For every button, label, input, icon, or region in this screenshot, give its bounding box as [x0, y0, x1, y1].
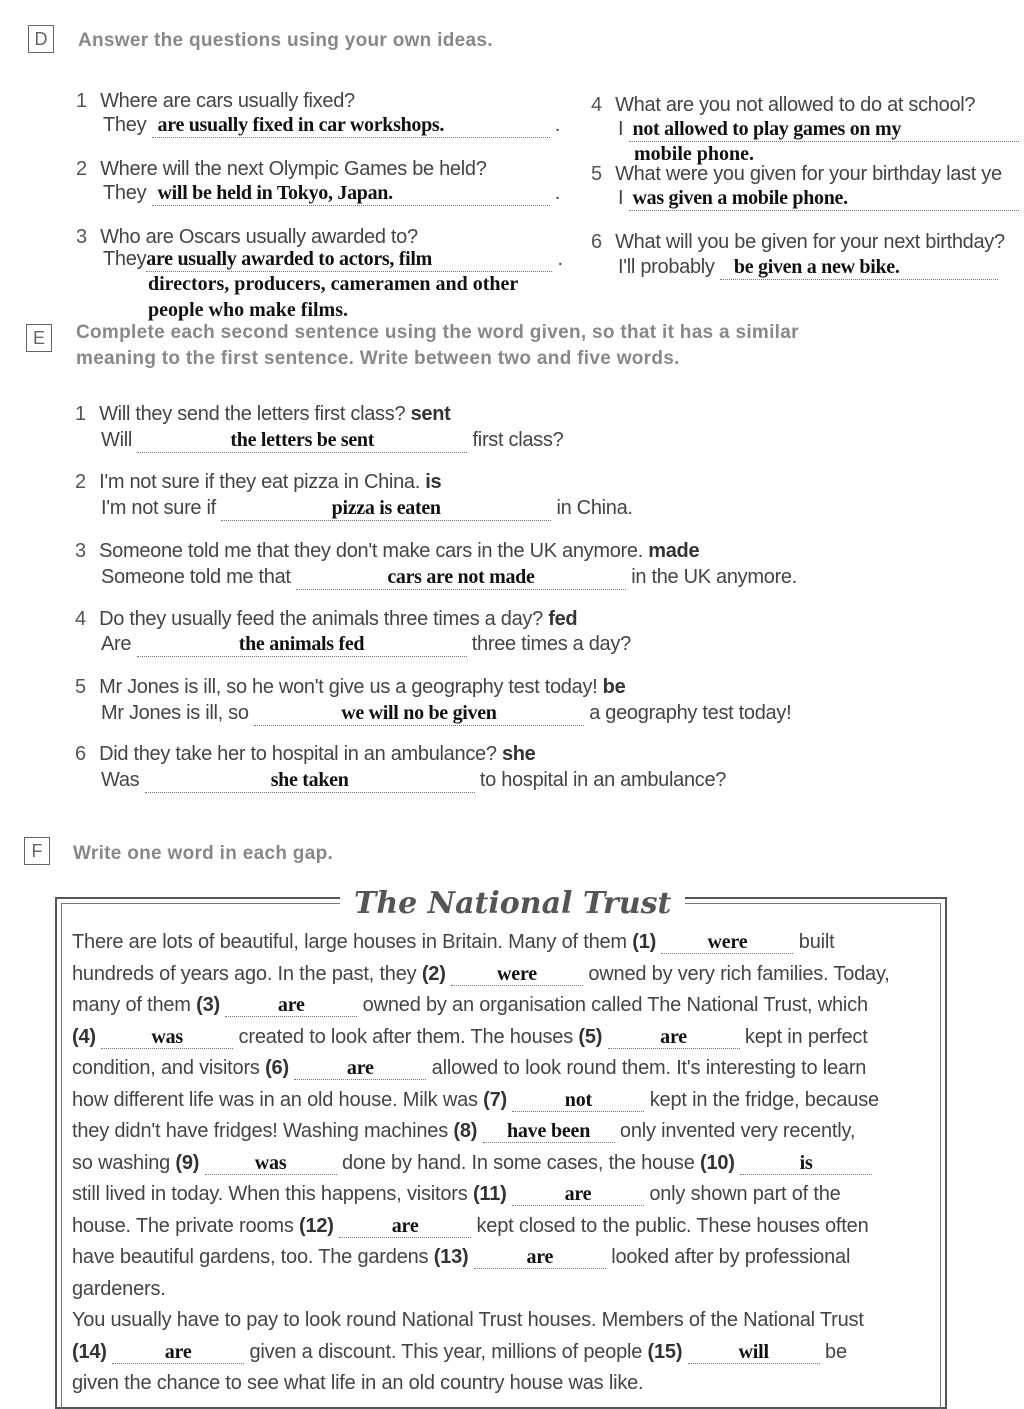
reading-text-segment: There are lots of beautiful, large houses in Britain. Many of them	[72, 931, 633, 953]
reading-text-segment: only invented very recently,	[614, 1120, 856, 1142]
gap-number: (4)	[72, 1025, 96, 1048]
answer-prefix: I	[618, 187, 624, 209]
reading-text-segment: given a discount. This year, millions of people	[244, 1340, 648, 1363]
sentence-text: I'm not sure if they eat pizza in China.	[99, 471, 420, 493]
gap-answer[interactable]: is	[740, 1152, 872, 1175]
gap-answer[interactable]: are	[294, 1057, 426, 1080]
sentence-number: 1	[75, 403, 86, 425]
e-answer-3[interactable]	[101, 566, 797, 590]
d-answer-4-line-2: mobile phone.	[634, 143, 755, 165]
sentence-start: Are	[101, 633, 132, 655]
gap-number: (3)	[196, 994, 220, 1016]
key-word: is	[425, 471, 442, 493]
reading-text-segment: many of them	[72, 994, 197, 1016]
sentence-text: Do they usually feed the animals three times a day?	[99, 608, 543, 630]
gap-answer[interactable]: were	[661, 931, 793, 954]
reading-text-segment: only shown part of the	[643, 1183, 841, 1205]
sentence-text: Someone told me that they don't make cars in the UK anymore.	[99, 540, 643, 562]
gap-answer[interactable]: were	[451, 963, 583, 986]
reading-line	[72, 1026, 868, 1049]
answer-prefix: They	[103, 248, 147, 270]
e-answer-2[interactable]	[101, 497, 633, 521]
reading-text-segment: looked after by professional	[605, 1246, 851, 1268]
reading-text-segment: so washing	[72, 1151, 176, 1174]
sentence-end: three times a day?	[471, 633, 631, 655]
answer-suffix: .	[557, 248, 563, 270]
key-word: made	[648, 540, 700, 562]
reading-line	[72, 1152, 872, 1175]
sentence-text: Mr Jones is ill, so he won't give us a geography test today!	[99, 676, 598, 698]
section-d-label: D	[28, 25, 54, 53]
answer-text: was given a mobile phone.	[632, 187, 848, 209]
question-text: What were you given for your birthday last ye	[615, 163, 1002, 185]
gap-number: (6)	[265, 1057, 289, 1079]
reading-line	[72, 1246, 850, 1269]
reading-text-segment: still lived in today. When this happens, visitors	[72, 1183, 473, 1205]
d-answer-3-line-3: people who make films.	[148, 299, 348, 321]
sentence-start: Will	[101, 429, 133, 451]
question-number: 6	[591, 231, 602, 253]
question-number: 1	[76, 90, 87, 112]
e-answer-1[interactable]	[101, 429, 563, 453]
answer-prefix: I	[618, 118, 624, 140]
gap-answer[interactable]: are	[474, 1246, 606, 1269]
e-sentence-4	[75, 608, 577, 631]
answer-text: pizza is eaten	[331, 497, 441, 519]
reading-line	[72, 931, 834, 954]
reading-text-segment: condition, and visitors	[72, 1057, 266, 1079]
d-answer-1[interactable]	[103, 114, 560, 138]
sentence-text: Will they send the letters first class?	[99, 403, 406, 425]
d-answer-5[interactable]	[618, 187, 1019, 211]
gap-number: (12)	[298, 1214, 334, 1237]
gap-answer[interactable]: are	[112, 1341, 244, 1364]
reading-text-segment: kept closed to the public. These houses often	[471, 1214, 869, 1237]
question-text: Where are cars usually fixed?	[100, 90, 355, 112]
answer-prefix: I'll probably	[618, 256, 715, 278]
gap-number: (5)	[578, 1025, 603, 1048]
gap-answer[interactable]: was	[205, 1152, 337, 1175]
gap-number: (1)	[632, 931, 657, 953]
reading-text-segment: built	[793, 931, 835, 953]
gap-number: (2)	[421, 962, 446, 985]
reading-line	[72, 1183, 841, 1206]
answer-text: she taken	[270, 769, 349, 791]
reading-text-segment: have beautiful gardens, too. The gardens	[72, 1246, 434, 1268]
key-word: fed	[548, 608, 578, 630]
question-text: Where will the next Olympic Games be held?	[100, 158, 487, 180]
sentence-end: in China.	[556, 497, 633, 519]
reading-text-segment: how different life was in an old house. Milk was	[72, 1088, 484, 1111]
section-d-instruction: Answer the questions using your own ideas.	[78, 30, 493, 51]
d-question-3	[76, 226, 418, 249]
key-word: be	[602, 676, 626, 698]
e-sentence-1	[75, 403, 451, 426]
d-answer-4[interactable]	[618, 118, 1019, 142]
section-e-instruction-line-2: meaning to the first sentence. Write between two and five words.	[76, 348, 680, 369]
reading-text-segment: be	[819, 1340, 847, 1363]
reading-text-segment: hundreds of years ago. In the past, they	[72, 962, 422, 985]
e-sentence-3	[75, 540, 699, 563]
e-sentence-2	[75, 471, 441, 494]
reading-line	[72, 1309, 864, 1332]
reading-text-segment: gardeners.	[72, 1277, 166, 1300]
d-question-4	[591, 94, 975, 117]
reading-text-segment: owned by an organisation called The National Trust, which	[357, 994, 868, 1016]
reading-text-segment: You usually have to pay to look round National Trust houses. Members of the National Trust	[72, 1309, 864, 1331]
gap-number: (8)	[453, 1120, 478, 1142]
answer-text: will be held in Tokyo, Japan.	[157, 182, 393, 204]
gap-number: (9)	[175, 1151, 200, 1174]
sentence-start: I'm not sure if	[101, 497, 216, 519]
sentence-number: 5	[75, 676, 86, 698]
reading-text-segment: owned by very rich families. Today,	[583, 962, 890, 985]
section-f-instruction: Write one word in each gap.	[73, 843, 334, 864]
question-number: 5	[591, 163, 602, 185]
e-answer-4[interactable]	[101, 633, 631, 657]
gap-answer[interactable]: not	[512, 1089, 644, 1112]
d-answer-2[interactable]	[103, 182, 560, 206]
gap-answer[interactable]: are	[225, 994, 357, 1017]
gap-answer[interactable]: was	[101, 1026, 233, 1049]
reading-text-segment: house. The private rooms	[72, 1214, 299, 1237]
question-number: 3	[76, 226, 87, 248]
d-question-1	[76, 90, 355, 113]
key-word: she	[501, 743, 536, 765]
gap-answer[interactable]: are	[512, 1183, 644, 1206]
answer-suffix: .	[554, 182, 561, 204]
answer-text: the animals fed	[238, 633, 365, 655]
question-number: 4	[591, 94, 602, 116]
section-f-label: F	[24, 837, 50, 865]
reading-line	[72, 1057, 866, 1080]
answer-text: we will no be given	[341, 702, 497, 724]
sentence-end: first class?	[472, 429, 564, 451]
reading-text-segment: kept in perfect	[739, 1025, 868, 1048]
question-text: What are you not allowed to do at school?	[615, 94, 976, 116]
e-sentence-5	[75, 676, 625, 699]
reading-text-segment: they didn't have fridges! Washing machines	[72, 1120, 454, 1142]
reading-line	[72, 1089, 879, 1112]
answer-prefix: They	[103, 114, 147, 136]
key-word: sent	[410, 403, 451, 425]
answer-text: the letters be sent	[230, 429, 375, 451]
answer-text: be given a new bike.	[733, 256, 900, 278]
section-e-label: E	[26, 324, 52, 352]
sentence-start: Someone told me that	[101, 566, 291, 588]
reading-title: The National Trust	[340, 886, 685, 921]
reading-line	[72, 1215, 869, 1238]
gap-answer[interactable]: are	[608, 1026, 740, 1049]
answer-suffix: .	[554, 114, 561, 136]
reading-line	[72, 963, 890, 986]
answer-text: cars are not made	[387, 566, 535, 588]
sentence-start: Was	[101, 769, 140, 791]
gap-number: (15)	[647, 1340, 683, 1363]
d-question-2	[76, 158, 487, 181]
sentence-end: to hospital in an ambulance?	[479, 769, 727, 791]
gap-number: (7)	[483, 1088, 508, 1111]
d-answer-3[interactable]	[103, 248, 563, 272]
reading-text-segment: done by hand. In some cases, the house	[336, 1151, 700, 1174]
sentence-end: a geography test today!	[589, 702, 792, 724]
section-e-instruction-line-1: Complete each second sentence using the word given, so that it has a similar	[76, 322, 799, 343]
reading-line	[72, 1372, 643, 1395]
sentence-number: 4	[75, 608, 86, 630]
e-answer-6[interactable]	[101, 769, 726, 793]
reading-text-segment: created to look after them. The houses	[233, 1025, 579, 1048]
sentence-text: Did they take her to hospital in an ambulance?	[99, 743, 497, 765]
question-text: Who are Oscars usually awarded to?	[100, 226, 418, 248]
gap-number: (10)	[699, 1151, 735, 1174]
sentence-end: in the UK anymore.	[631, 566, 798, 588]
gap-answer[interactable]: have been	[483, 1120, 615, 1143]
gap-number: (14)	[72, 1340, 107, 1363]
sentence-number: 6	[75, 743, 86, 765]
question-text: What will you be given for your next birthday?	[615, 231, 1005, 253]
answer-text-line-1: are usually awarded to actors, film	[146, 248, 433, 270]
question-number: 2	[76, 158, 87, 180]
reading-text-segment: allowed to look round them. It's interesting to learn	[426, 1057, 867, 1079]
d-question-6	[591, 231, 1005, 254]
gap-number: (13)	[433, 1246, 469, 1268]
e-answer-5[interactable]	[101, 702, 791, 726]
sentence-number: 2	[75, 471, 86, 493]
gap-answer[interactable]: are	[339, 1215, 471, 1238]
reading-line	[72, 1278, 166, 1301]
d-question-5	[591, 163, 1002, 186]
e-sentence-6	[75, 743, 536, 766]
reading-text-segment: given the chance to see what life in an old country house was like.	[72, 1372, 644, 1394]
answer-text-line-1: not allowed to play games on my	[632, 118, 902, 140]
gap-number: (11)	[472, 1183, 507, 1205]
gap-answer[interactable]: will	[688, 1341, 820, 1364]
reading-line	[72, 994, 868, 1017]
reading-line	[72, 1341, 847, 1364]
reading-text-segment: kept in the fridge, because	[644, 1088, 879, 1111]
sentence-start: Mr Jones is ill, so	[101, 702, 249, 724]
sentence-number: 3	[75, 540, 86, 562]
reading-line	[72, 1120, 855, 1143]
answer-prefix: They	[103, 182, 147, 204]
d-answer-3-line-2: directors, producers, cameramen and other	[148, 273, 519, 295]
answer-text: are usually fixed in car workshops.	[157, 114, 445, 136]
d-answer-6[interactable]	[618, 256, 998, 280]
